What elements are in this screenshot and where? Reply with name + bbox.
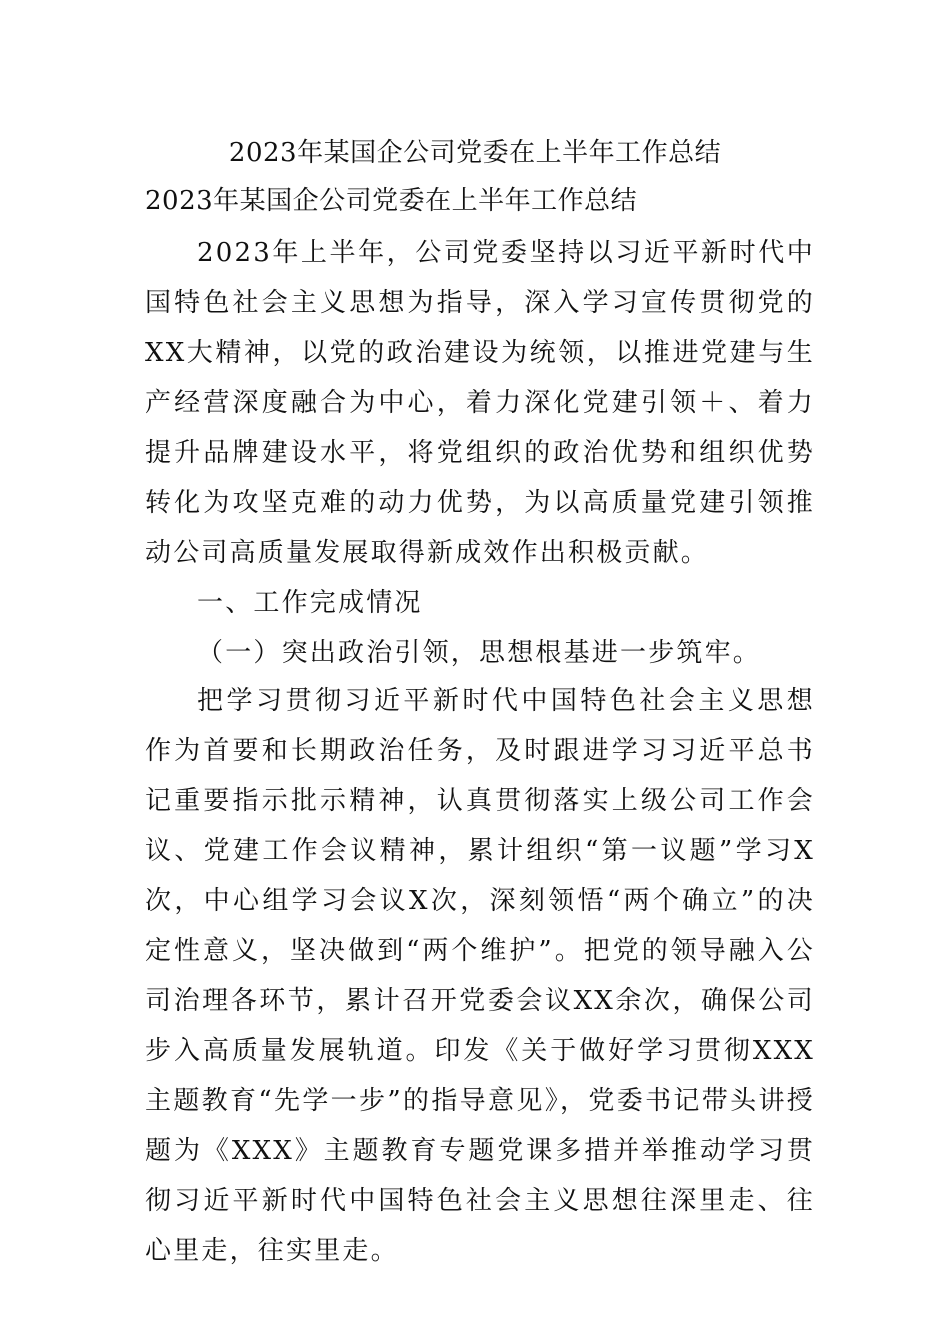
subsection-heading: （一）突出政治引领，思想根基进一步筑牢。	[197, 638, 762, 668]
intro-paragraph: 2023年上半年，公司党委坚持以习近平新时代中国特色社会主义思想为指导，深入学习宣传贯彻党的XX大精神，以党的政治建设为统领，以推进党建与生产经营深度融合为中心，着力深化党建引领＋、着力提升品牌建设水平，将党组织的政治优势和组织优势转化为攻坚克难的动力优势，为以高质量党建引领推动公司高质量发展取得新成效作出积极贡献。	[145, 238, 815, 568]
section-heading: 一、工作完成情况	[197, 588, 423, 618]
body-paragraph: 把学习贯彻习近平新时代中国特色社会主义思想作为首要和长期政治任务，及时跟进学习习近平总书记重要指示批示精神，认真贯彻落实上级公司工作会议、党建工作会议精神，累计组织“第一议题”学习X次，中心组学习会议X次，深刻领悟“两个确立”的决定性意义，坚决做到“两个维护”。把党的领导融入公司治理各环节，累计召开党委会议XX余次，确保公司步入高质量发展轨道。印发《关于做好学习贯彻XXX主题教育“先学一步”的指导意见》，党委书记带头讲授题为《XXX》主题教育专题党课多措并举推动学习贯彻习近平新时代中国特色社会主义思想往深里走、往心里走，往实里走。	[145, 686, 815, 1266]
document-subtitle: 2023年某国企公司党委在上半年工作总结	[145, 186, 638, 216]
document-title: 2023年某国企公司党委在上半年工作总结	[228, 138, 722, 168]
